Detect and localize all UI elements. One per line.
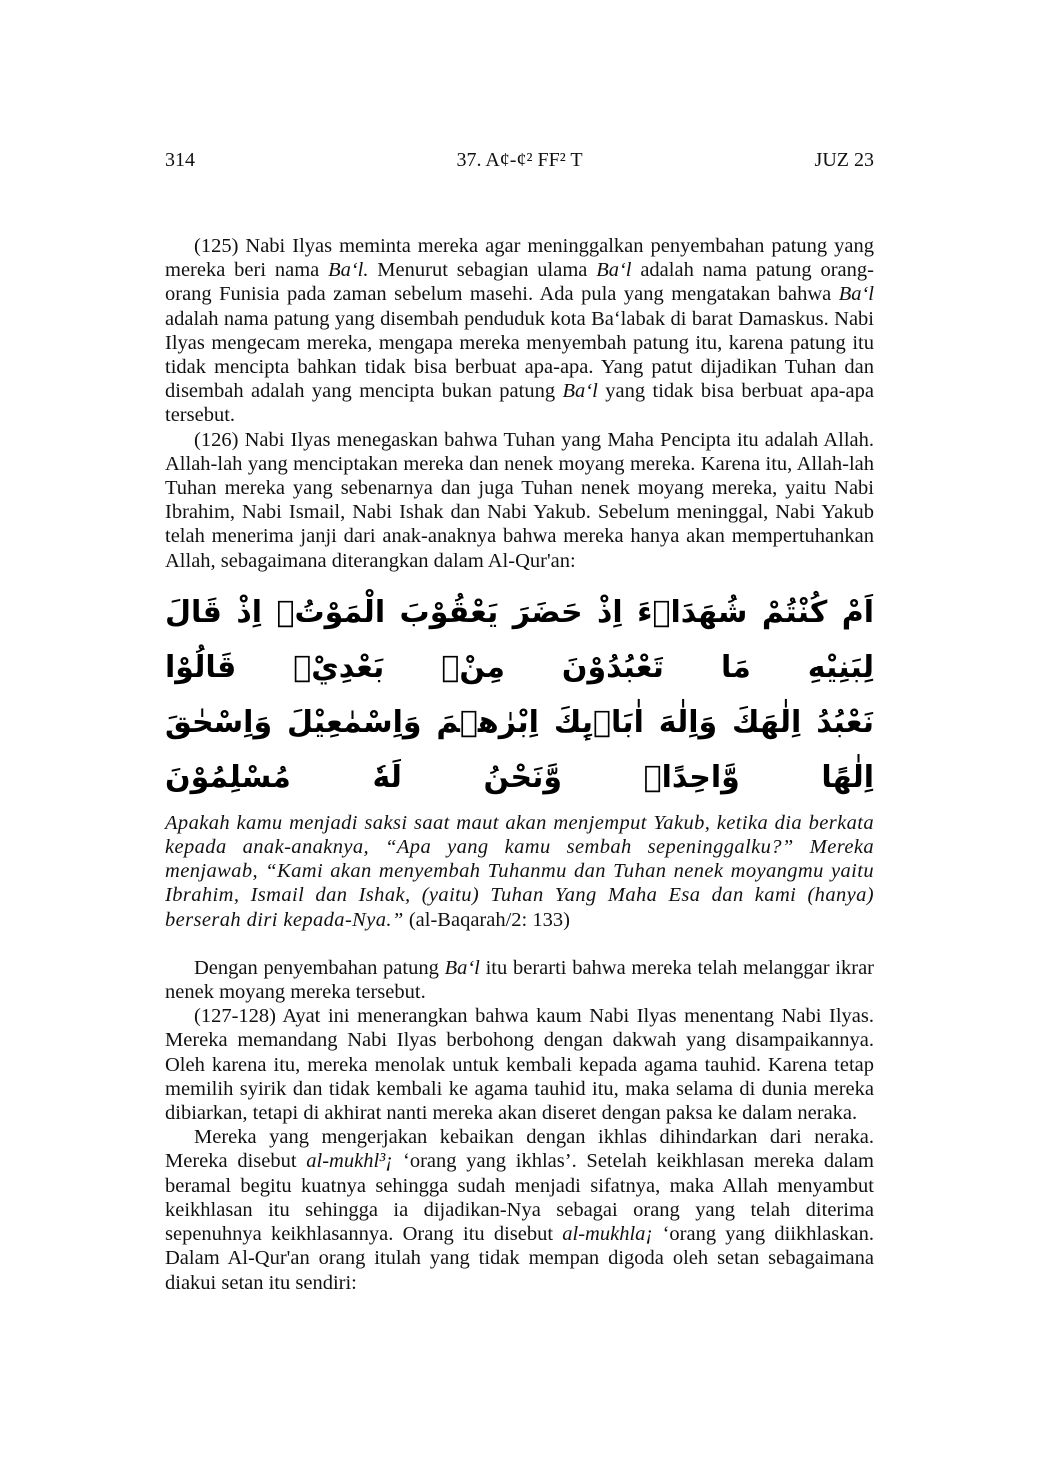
paragraph-127-128: (127-128) Ayat ini menerangkan bahwa kaum Nabi Ilyas menentang Nabi Ilyas. Mereka memandang Nabi Ilyas berbohong dengan dakwah yang disampaikannya. Oleh karena itu, mereka menolak untuk kembali kepada agama tauhid. Karena tetap memilih syirik dan tidak kembali ke agama tauhid itu, maka selama di dunia mereka dibiarkan, tetapi di akhirat nanti mereka akan diseret dengan paksa ke dalam neraka.	[165, 1005, 874, 1125]
quran-verse-arabic	[165, 585, 874, 805]
page-body	[165, 234, 874, 1295]
page-number: 314	[165, 149, 195, 171]
text-span: Menurut sebagian ulama	[368, 259, 597, 282]
text-span: itu berarti bahwa mereka telah melanggar ikrar nenek moyang mereka tersebut.	[165, 956, 874, 1004]
page-header	[165, 146, 874, 174]
paragraph-dengan	[165, 956, 874, 1004]
term-baal: Ba‘l	[596, 259, 632, 282]
text-span: (125) Nabi Ilyas meminta mereka agar meninggalkan penyembahan patung yang mereka beri nama	[165, 235, 874, 282]
arabic-line-2: نَعْبُدُ اِلٰهَكَ وَاِلٰهَ اٰبَاۤىِٕكَ اِبْرٰهٖمَ وَاِسْمٰعِيْلَ وَاِسْحٰقَ اِلٰهًا وَّاحِدًاۚ وَّنَحْنُ لَهٗ مُسْلِمُوْنَ	[165, 704, 874, 795]
paragraph-126: (126) Nabi Ilyas menegaskan bahwa Tuhan yang Maha Pencipta itu adalah Allah. Allah-lah yang menciptakan mereka dan nenek moyang mereka. Karena itu, Allah-lah Tuhan mereka yang sebenarnya dan juga Tuhan nenek moyang mereka, yaitu Nabi Ibrahim, Nabi Ismail, Nabi Ishak dan Nabi Yakub. Sebelum meninggal, Nabi Yakub telah menerima janji dari anak-anaknya bahwa mereka hanya akan mempertuhankan Allah, sebagaimana diterangkan dalam Al-Qur'an:	[165, 428, 874, 572]
term-baal: Ba‘l.	[328, 259, 369, 282]
term-baal: Ba‘l	[562, 380, 598, 403]
paragraph-125	[165, 234, 874, 428]
text-span: Dengan penyembahan patung	[194, 956, 445, 979]
text-span: adalah nama patung orang-orang Funisia pada zaman sebelum masehi. Ada pula yang mengatakan bahwa	[165, 259, 874, 306]
term-al-mukhlas: al-mukhla¡	[562, 1223, 654, 1246]
term-baal: Ba‘l	[444, 956, 480, 979]
verse-reference: (al-Baqarah/2: 133)	[403, 908, 570, 931]
spacer	[165, 932, 874, 956]
juz-label: JUZ 23	[814, 149, 874, 171]
text-span: adalah nama patung yang disembah penduduk kota Ba‘labak di barat Damaskus. Nabi Ilyas mengecam mereka, mengapa mereka menyembah patung itu, karena patung itu tidak mencipta bahkan tidak bisa berbuat apa-apa. Yang patut dijadikan Tuhan dan disembah adalah yang mencipta bukan patung	[165, 307, 874, 403]
surah-title: 37. A¢-¢² FF² T	[456, 149, 583, 171]
text-span: Mereka yang mengerjakan kebaikan dengan ikhlas dihindarkan dari neraka. Mereka disebut	[165, 1126, 874, 1173]
text-span: yang tidak bisa berbuat apa-apa tersebut.	[165, 380, 874, 427]
text-span: ‘orang yang ikhlas’. Setelah keikhlasan mereka dalam beramal begitu kuatnya sehingga sudah menjadi sifatnya, maka Allah menyambut keikhlasan itu sehingga ia dijadikan-Nya sebagai orang yang telah diterima sepenuhnya keikhlasannya. Orang itu disebut	[165, 1150, 874, 1246]
verse-translation	[165, 811, 874, 932]
term-al-mukhlis: al-mukhl³¡	[306, 1150, 394, 1173]
term-baal: Ba‘l	[838, 283, 874, 306]
text-span: ‘orang yang diikhlaskan. Dalam Al-Qur'an orang itulah yang tidak mempan digoda oleh setan sebagaimana diakui setan itu sendiri:	[165, 1223, 874, 1294]
translation-text: Apakah kamu menjadi saksi saat maut akan menjemput Yakub, ketika dia berkata kepada anak-anaknya, “Apa yang kamu sembah sepeninggalku?” Mereka menjawab, “Kami akan menyembah Tuhanmu dan Tuhan nenek moyangmu yaitu Ibrahim, Ismail dan Ishak, (yaitu) Tuhan Yang Maha Esa dan kami (hanya) berserah diri kepada-Nya.”	[165, 811, 874, 931]
paragraph-mukhlas	[165, 1125, 874, 1294]
arabic-line-1: اَمْ كُنْتُمْ شُهَدَاۤءَ اِذْ حَضَرَ يَعْقُوْبَ الْمَوْتُۙ اِذْ قَالَ لِبَنِيْهِ مَا تَعْبُدُوْنَ مِنْۢ بَعْدِيْۗ قَالُوْا	[165, 594, 874, 685]
